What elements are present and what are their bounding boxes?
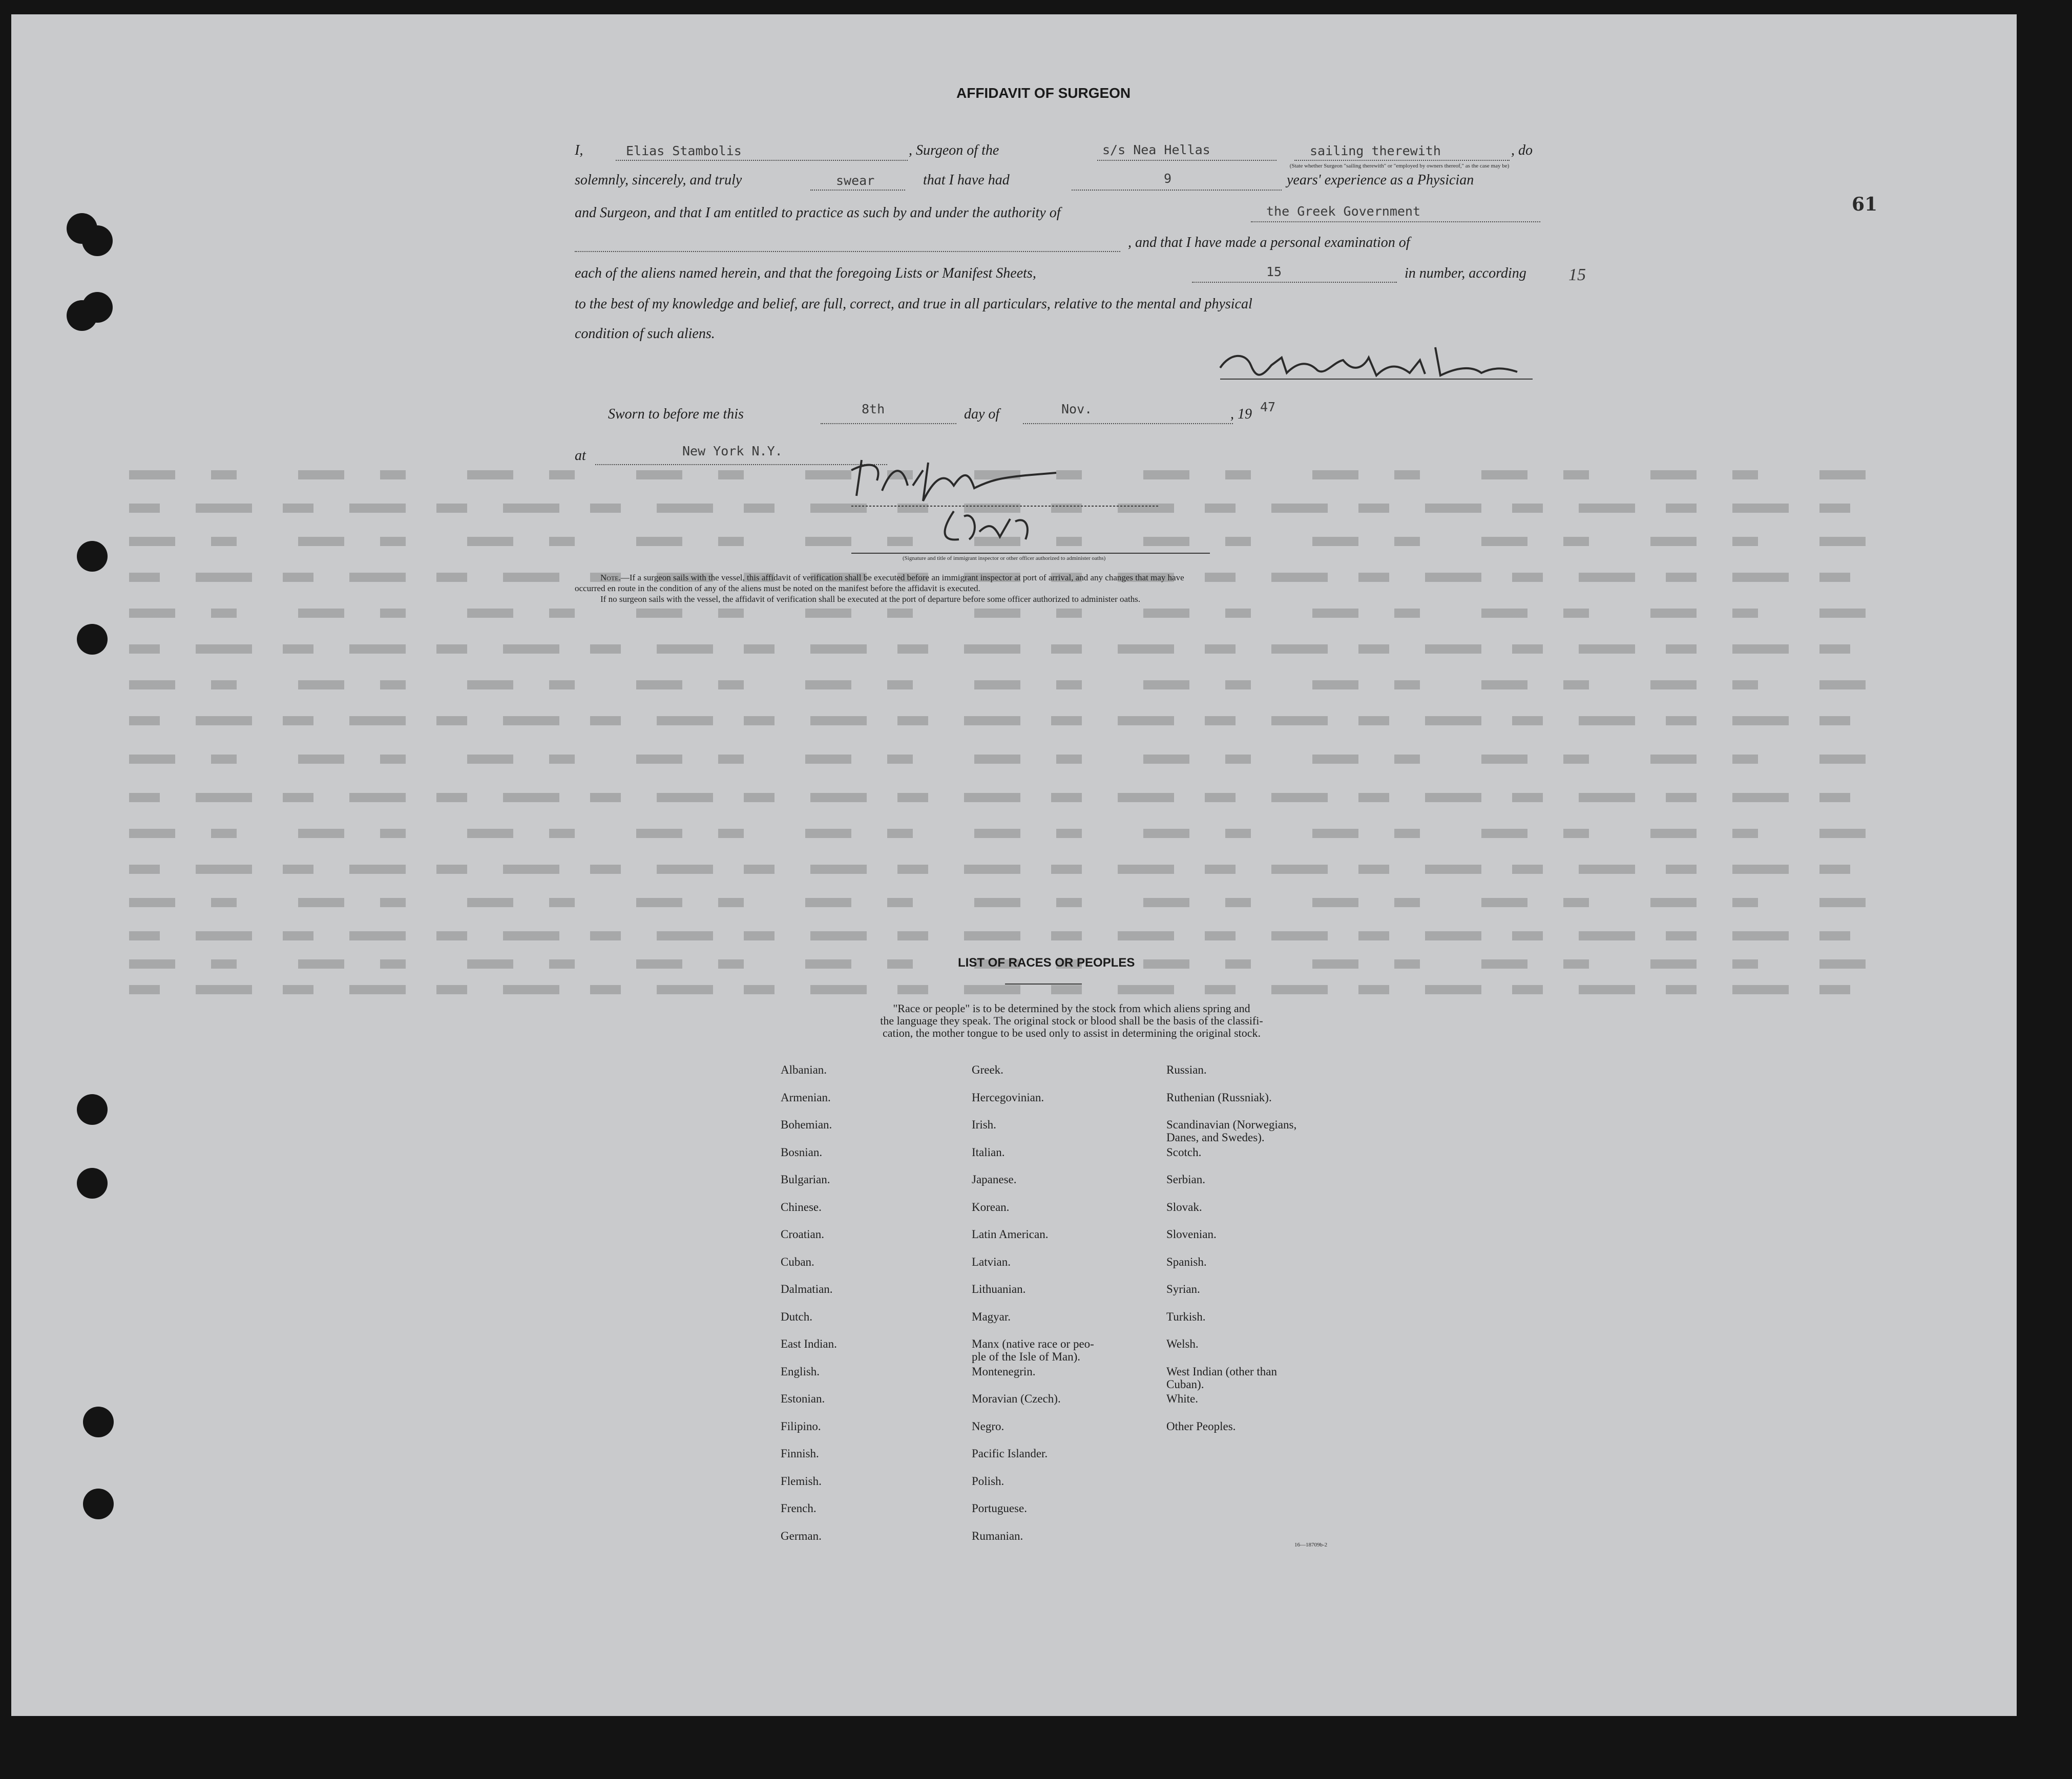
- form-number: 16—18709b-2: [1294, 1542, 1328, 1548]
- sworn-year: 47: [1260, 400, 1276, 414]
- binder-hole: [82, 292, 113, 323]
- line1-surgeon-of: , Surgeon of the: [909, 142, 999, 158]
- margin-note: 15: [1568, 265, 1586, 284]
- race-item: Bulgarian.: [781, 1173, 830, 1186]
- manifest-sheet-count: 15: [1266, 264, 1282, 279]
- race-item: Dutch.: [781, 1310, 812, 1323]
- race-item: Albanian.: [781, 1063, 827, 1076]
- note-line2: occurred en route in the condition of any of the aliens must be noted on the manifest before the affidavit is executed.: [575, 583, 980, 593]
- race-item: Manx (native race or peo- ple of the Isle of Man).: [972, 1337, 1094, 1363]
- race-item: Bohemian.: [781, 1118, 832, 1131]
- binder-hole: [77, 1168, 108, 1199]
- race-item: Estonian.: [781, 1392, 825, 1405]
- race-item: Rumanian.: [972, 1529, 1023, 1542]
- race-item: Latin American.: [972, 1228, 1049, 1241]
- binder-hole: [77, 1094, 108, 1125]
- race-item: Other Peoples.: [1166, 1419, 1236, 1433]
- race-item: Ruthenian (Russniak).: [1166, 1091, 1272, 1104]
- sworn-month: Nov.: [1061, 402, 1093, 416]
- race-item: West Indian (other than Cuban).: [1166, 1365, 1277, 1391]
- race-item: Pacific Islander.: [972, 1447, 1048, 1460]
- inspector-signature: [841, 450, 1210, 562]
- race-item: German.: [781, 1529, 822, 1542]
- race-item: Russian.: [1166, 1063, 1207, 1076]
- race-item: Slovenian.: [1166, 1228, 1217, 1241]
- sworn-text-a: Sworn to before me this: [608, 406, 744, 422]
- sworn-day: 8th: [862, 402, 885, 416]
- race-item: Italian.: [972, 1145, 1005, 1159]
- race-item: Greek.: [972, 1063, 1003, 1076]
- note-line3: If no surgeon sails with the vessel, the affidavit of verification shall be executed at the port of departure before some officer authorized to administer oaths.: [600, 594, 1141, 604]
- line4-text: , and that I have made a personal examination of: [1128, 235, 1410, 250]
- sworn-place: New York N.Y.: [682, 444, 783, 458]
- binder-hole: [83, 1489, 114, 1519]
- race-item: Hercegovinian.: [972, 1091, 1044, 1104]
- note-line1: [600, 573, 1184, 583]
- race-item: Slovak.: [1166, 1200, 1202, 1213]
- race-item: Lithuanian.: [972, 1283, 1026, 1295]
- signature-caption: (Signature and title of immigrant inspector or other officer authorized to administer oaths): [903, 555, 1106, 561]
- race-item: Scandinavian (Norwegians, Danes, and Swedes).: [1166, 1118, 1297, 1144]
- affidavit-title: AFFIDAVIT OF SURGEON: [956, 85, 1131, 101]
- race-item: White.: [1166, 1392, 1198, 1405]
- binder-hole: [77, 541, 108, 572]
- page-number: 61: [1852, 194, 1878, 215]
- race-item: French.: [781, 1502, 817, 1515]
- binder-hole: [82, 225, 113, 256]
- races-title: LIST OF RACES OR PEOPLES: [958, 956, 1135, 970]
- race-item: East Indian.: [781, 1337, 837, 1350]
- race-item: Portuguese.: [972, 1502, 1027, 1515]
- race-item: Magyar.: [972, 1310, 1011, 1323]
- practice-authority: the Greek Government: [1266, 204, 1421, 219]
- line3-text: and Surgeon, and that I am entitled to practice as such by and under the authority of: [575, 205, 1061, 221]
- race-item: Moravian (Czech).: [972, 1392, 1061, 1405]
- race-item: Chinese.: [781, 1200, 822, 1213]
- note-label: Note.: [600, 573, 621, 582]
- race-item: Bosnian.: [781, 1145, 823, 1159]
- manifest-sheet: [11, 14, 2017, 1716]
- line2-text-b: that I have had: [923, 172, 1010, 188]
- binder-hole: [83, 1407, 114, 1437]
- surgeon-capacity: sailing therewith: [1310, 143, 1441, 158]
- at-label: at: [575, 448, 586, 464]
- race-item: Finnish.: [781, 1447, 819, 1460]
- line2-text-a: solemnly, sincerely, and truly: [575, 172, 742, 188]
- race-item: Spanish.: [1166, 1255, 1207, 1268]
- race-item: Irish.: [972, 1118, 996, 1131]
- sworn-text-b: day of: [964, 406, 1000, 422]
- race-item: Serbian.: [1166, 1173, 1206, 1186]
- race-item: Turkish.: [1166, 1310, 1206, 1323]
- race-item: English.: [781, 1365, 820, 1378]
- races-intro-2: the language they speak. The original stock or blood shall be the basis of the classifi-: [880, 1014, 1263, 1027]
- race-item: Japanese.: [972, 1173, 1017, 1186]
- line5-text-b: in number, according: [1405, 265, 1526, 281]
- capacity-note: (State whether Surgeon "sailing therewith" or "employed by owners thereof," as the case may be): [1289, 163, 1510, 169]
- race-item: Korean.: [972, 1200, 1010, 1213]
- line1-do: , do: [1511, 142, 1533, 158]
- years-experience: 9: [1164, 171, 1172, 186]
- race-item: Scotch.: [1166, 1145, 1202, 1159]
- note-text-1: —If a surgeon sails with the vessel, this affidavit of verification shall be executed before an immigrant inspector at port of arrival, and any changes that may have: [620, 573, 1184, 582]
- surgeon-signature: [1215, 337, 1543, 388]
- race-item: Croatian.: [781, 1228, 824, 1241]
- race-item: Montenegrin.: [972, 1365, 1036, 1378]
- surgeon-name: Elias Stambolis: [626, 143, 742, 158]
- race-item: Flemish.: [781, 1474, 822, 1488]
- oath-type: swear: [836, 173, 875, 188]
- ship-name: s/s Nea Hellas: [1102, 142, 1210, 157]
- line1-i: I,: [575, 142, 583, 158]
- race-item: Negro.: [972, 1419, 1004, 1433]
- line5-text-a: each of the aliens named herein, and that the foregoing Lists or Manifest Sheets,: [575, 265, 1036, 281]
- race-item: Dalmatian.: [781, 1283, 833, 1295]
- races-intro-1: "Race or people" is to be determined by the stock from which aliens spring and: [893, 1002, 1250, 1015]
- races-intro-3: cation, the mother tongue to be used only to assist in determining the original stock.: [882, 1027, 1261, 1039]
- sworn-text-c: , 19: [1230, 406, 1252, 422]
- race-item: Syrian.: [1166, 1283, 1200, 1295]
- race-item: Latvian.: [972, 1255, 1011, 1268]
- race-item: Welsh.: [1166, 1337, 1199, 1350]
- binder-hole: [77, 624, 108, 655]
- race-item: Filipino.: [781, 1419, 821, 1433]
- race-item: Polish.: [972, 1474, 1004, 1488]
- line6-text: to the best of my knowledge and belief, are full, correct, and true in all particulars, relative to the mental and physical: [575, 296, 1252, 312]
- line2-text-c: years' experience as a Physician: [1287, 172, 1474, 188]
- race-item: Cuban.: [781, 1255, 814, 1268]
- line7-text: condition of such aliens.: [575, 326, 715, 342]
- race-item: Armenian.: [781, 1091, 831, 1104]
